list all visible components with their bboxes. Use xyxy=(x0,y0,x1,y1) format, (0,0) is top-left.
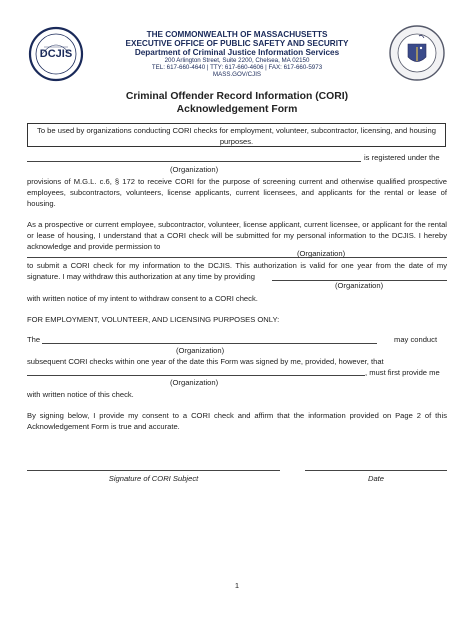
organization-label-5: (Organization) xyxy=(170,378,219,387)
usage-note: To be used by organizations conducting CORI checks for employment, volunteer, subcontractor, licensing, and housing purposes. xyxy=(27,123,446,147)
date-field[interactable] xyxy=(305,470,447,471)
organization-label-3: (Organization) xyxy=(335,281,384,290)
header-address: 200 Arlington Street, Suite 2200, Chelsea, MA 02150 xyxy=(164,57,310,64)
organization-label-2: (Organization) xyxy=(297,249,346,258)
may-conduct-text: may conduct xyxy=(394,335,438,344)
paragraph-acknowledgement: As a prospective or current employee, subcontractor, volunteer, license applicant, current licensee, or applicant for the rental or lease of housing, I understand that a CORI check will be submitted for my personal information to the DCJIS. I hereby acknowledge and provide permission to xyxy=(27,220,447,252)
the-text: The xyxy=(27,335,41,344)
page-number: 1 xyxy=(234,581,240,590)
paragraph-withdraw-notice: with written notice of my intent to withdraw consent to a CORI check. xyxy=(27,294,258,303)
form-subtitle: Acknowledgement Form xyxy=(176,104,298,115)
registered-under-text: is registered under the xyxy=(364,153,440,162)
signature-field[interactable] xyxy=(27,470,280,471)
paragraph-consent: By signing below, I provide my consent to a CORI check and affirm that the information provided on Page 2 of this Acknowledgement Form is true and accurate. xyxy=(27,411,447,432)
paragraph-provisions: provisions of M.G.L. c.6, § 172 to receive CORI for the purpose of screening current and otherwise qualified prospective employees, subcontractors, volunteers, license applicants, current licensees, and applicants for the rental or lease of housing. xyxy=(27,177,447,209)
organization-field-2[interactable] xyxy=(27,257,447,258)
header-executive-office: EXECUTIVE OFFICE OF PUBLIC SAFETY AND SECURITY xyxy=(125,39,349,48)
dcjis-logo-text: DCJIS xyxy=(39,48,73,60)
organization-field-5[interactable] xyxy=(27,375,365,376)
employment-purposes-heading: FOR EMPLOYMENT, VOLUNTEER, AND LICENSING PURPOSES ONLY: xyxy=(27,315,280,324)
organization-field-1[interactable] xyxy=(27,161,361,162)
organization-label-4: (Organization) xyxy=(176,346,225,355)
header-department: Department of Criminal Justice Information Services xyxy=(134,48,340,57)
signature-label: Signature of CORI Subject xyxy=(108,474,199,483)
subsequent-checks-text: subsequent CORI checks within one year of the date this Form was signed by me, provided, however, that xyxy=(27,357,384,366)
header-phone: TEL: 617-660-4640 | TTY: 617-660-4606 | FAX: 617-660-5973 xyxy=(151,64,323,71)
date-label: Date xyxy=(367,474,385,483)
written-notice-text: with written notice of this check. xyxy=(27,390,134,399)
organization-label-1: (Organization) xyxy=(170,165,219,174)
header-commonwealth: THE COMMONWEALTH OF MASSACHUSETTS xyxy=(146,30,328,39)
paragraph-authorization: to submit a CORI check for my information to the DCJIS. This authorization is valid for one year from the date of my signature. I may withdraw this authorization at any time by providing xyxy=(27,261,447,282)
form-title: Criminal Offender Record Information (CORI) xyxy=(125,91,349,102)
must-first-provide-text: , must first provide me xyxy=(365,368,440,377)
organization-field-4[interactable] xyxy=(42,343,377,344)
header-website: MASS.GOV/CJIS xyxy=(212,71,262,78)
